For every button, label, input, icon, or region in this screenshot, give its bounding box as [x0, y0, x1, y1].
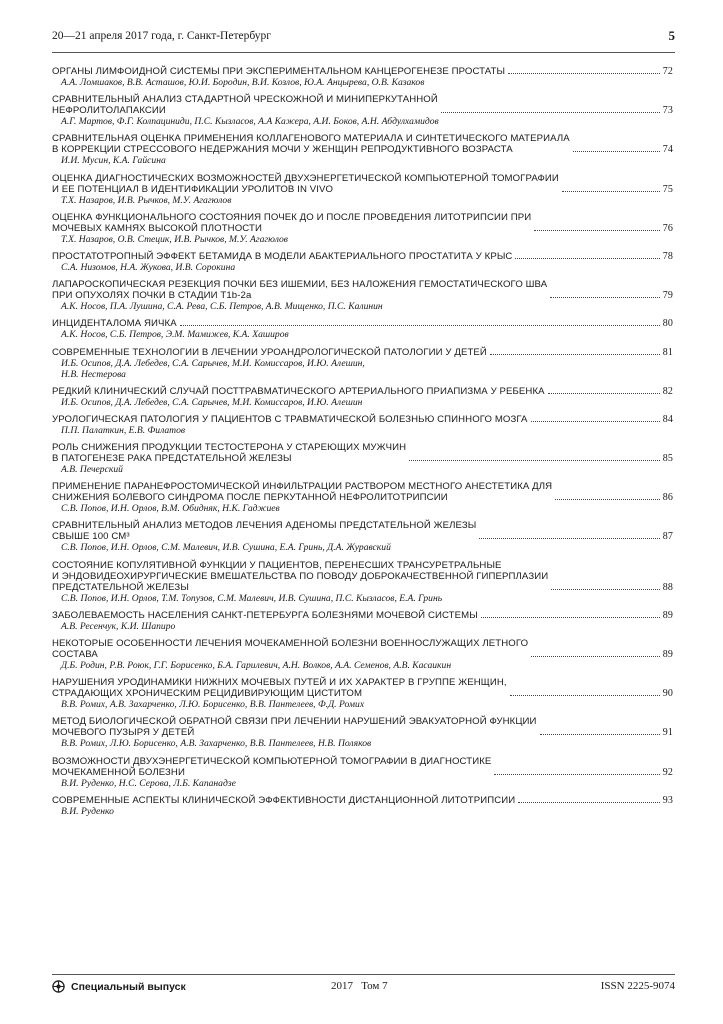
- toc-entry-title-line: [52, 756, 673, 778]
- article-page-number: 78: [662, 250, 673, 262]
- article-title: РЕДКИЙ КЛИНИЧЕСКИЙ СЛУЧАЙ ПОСТТРАВМАТИЧЕСКОГО АРТЕРИАЛЬНОГО ПРИАПИЗМА У РЕБЕНКА: [52, 385, 545, 397]
- article-title: ОЦЕНКА ФУНКЦИОНАЛЬНОГО СОСТОЯНИЯ ПОЧЕК ДО И ПОСЛЕ ПРОВЕДЕНИЯ ЛИТОТРИПСИИ ПРИ МОЧЕВЫХ КАМНЯХ ВЫСОКОЙ ПЛОТНОСТИ: [52, 211, 532, 234]
- article-title: ПРИМЕНЕНИЕ ПАРАНЕФРОСТОМИЧЕСКОЙ ИНФИЛЬТРАЦИИ РАСТВОРОМ МЕСТНОГО АНЕСТЕТИКА ДЛЯ СНИЖЕНИЯ БОЛЕВОГО СИНДРОМА ПОСЛЕ ПЕРКУТАННОЙ НЕФРОЛИТОТРИПСИИ: [52, 481, 553, 504]
- dot-leader: [562, 191, 660, 192]
- dot-leader: [441, 112, 660, 113]
- article-authors: С.В. Попов, И.Н. Орлов, Т.М. Топузов, С.М. Малевич, И.В. Сушина, П.С. Кызласов, Е.А. Гринь: [61, 592, 443, 604]
- toc-entry[interactable]: [52, 481, 673, 514]
- toc-entry[interactable]: [52, 386, 673, 408]
- article-authors: А.К. Носов, П.А. Лушина, С.А. Рева, С.Б. Петров, А.В. Мищенко, П.С. Калинин: [61, 301, 383, 313]
- toc-entry[interactable]: [52, 677, 673, 710]
- article-authors: П.П. Палаткин, Е.В. Филатов: [61, 424, 186, 436]
- toc-entry-title-line: [52, 414, 673, 425]
- dot-leader: [508, 73, 660, 74]
- toc-entry-title-line: [52, 173, 673, 195]
- article-authors: В.И. Руденко: [61, 805, 114, 817]
- article-authors: В.В. Ромих, Л.Ю. Борисенко, А.В. Захарченко, В.В. Пантелеев, Н.В. Поляков: [61, 738, 372, 750]
- toc-entry-title-line: [52, 795, 673, 806]
- article-page-number: 92: [662, 766, 673, 778]
- article-page-number: 87: [662, 531, 673, 543]
- dot-leader: [540, 734, 660, 735]
- toc-entry[interactable]: [52, 560, 673, 604]
- journal-logo-icon: [52, 980, 65, 993]
- issn: ISSN 2225-9074: [600, 980, 675, 992]
- toc-entry[interactable]: [52, 318, 673, 340]
- article-authors: А.К. Носов, С.Б. Петров, Э.М. Мамижев, К.А. Хаширов: [61, 329, 289, 341]
- article-authors: В.В. Ромих, А.В. Захарченко, Л.Ю. Борисенко, В.В. Пантелеев, Ф.Д. Ромих: [61, 699, 365, 711]
- toc-entry-title-line: [52, 386, 673, 397]
- article-authors: С.А. Низомов, Н.А. Жукова, И.В. Сорокина: [61, 261, 236, 273]
- article-title: ОРГАНЫ ЛИМФОИДНОЙ СИСТЕМЫ ПРИ ЭКСПЕРИМЕНТАЛЬНОМ КАНЦЕРОГЕНЕЗЕ ПРОСТАТЫ: [52, 66, 506, 77]
- toc-entry[interactable]: [52, 347, 673, 380]
- article-authors: И.Б. Осипов, Д.А. Лебедев, С.А. Сарычев, М.И. Комиссаров, И.Ю. Алешин: [61, 396, 363, 408]
- issue-label: Специальный выпуск: [71, 980, 186, 993]
- article-title: СРАВНИТЕЛЬНЫЙ АНАЛИЗ СТАДАРТНОЙ ЧРЕСКОЖНОЙ И МИНИПЕРКУТАННОЙ НЕФРОЛИТОЛАПАКСИИ: [52, 94, 438, 117]
- running-footer: [52, 974, 675, 997]
- article-authors: А.А. Ломшаков, В.В. Асташов, Ю.И. Бородин, В.И. Козлов, Ю.А. Анцырева, О.В. Казаков: [61, 77, 425, 88]
- toc-entry[interactable]: [52, 520, 673, 553]
- article-authors: С.В. Попов, И.Н. Орлов, С.М. Малевич, И.В. Сушина, Е.А. Гринь, Д.А. Журавский: [61, 542, 391, 554]
- issue-label-group: [52, 980, 186, 993]
- toc-entry-title-line: [52, 347, 673, 358]
- article-page-number: 90: [662, 688, 673, 700]
- article-page-number: 89: [662, 649, 673, 660]
- toc-entry[interactable]: [52, 173, 673, 206]
- dot-leader: [531, 656, 660, 657]
- article-title: ЛАПАРОСКОПИЧЕСКАЯ РЕЗЕКЦИЯ ПОЧКИ БЕЗ ИШЕМИИ, БЕЗ НАЛОЖЕНИЯ ГЕМОСТАТИЧЕСКОГО ШВА ПРИ ОПУХОЛЯХ ПОЧКИ В СТАДИИ Т1b-2a: [52, 279, 548, 302]
- toc-entry[interactable]: [52, 610, 673, 632]
- toc-entry[interactable]: [52, 133, 673, 166]
- dot-leader: [573, 151, 660, 152]
- dot-leader: [548, 393, 660, 394]
- article-title: ПРОСТАТОТРОПНЫЙ ЭФФЕКТ БЕТАМИДА В МОДЕЛИ АБАКТЕРИАЛЬНОГО ПРОСТАТИТА У КРЫС: [52, 250, 513, 262]
- article-page-number: 86: [662, 492, 673, 504]
- year: 2017: [331, 980, 353, 992]
- article-authors: Д.Б. Родин, Р.В. Роюк, Г.Г. Борисенко, Б.А. Гарилевич, А.Н. Волков, А.А. Семенов, А.В. Касаикин: [61, 660, 452, 671]
- toc-entry-title-line: [52, 212, 673, 234]
- article-page-number: 82: [662, 385, 673, 397]
- toc-entry-title-line: [52, 610, 673, 621]
- article-page-number: 75: [662, 183, 673, 195]
- article-page-number: 85: [662, 453, 673, 465]
- article-page-number: 76: [662, 222, 673, 234]
- page-number: 5: [668, 28, 675, 43]
- toc-entry-title-line: [52, 481, 673, 503]
- article-title: СОВРЕМЕННЫЕ АСПЕКТЫ КЛИНИЧЕСКОЙ ЭФФЕКТИВНОСТИ ДИСТАНЦИОННОЙ ЛИТОТРИПСИИ: [52, 794, 516, 806]
- article-page-number: 81: [662, 346, 673, 358]
- toc-entry-title-line: [52, 251, 673, 262]
- article-authors: И.Б. Осипов, Д.А. Лебедев, С.А. Сарычев, М.И. Комиссаров, И.Ю. Алешин, Н.В. Нестерова: [61, 357, 365, 380]
- toc-entry[interactable]: [52, 716, 673, 749]
- article-authors: А.Г. Мартов, Ф.Г. Колпациниди, П.С. Кызласов, А.А Кажера, А.И. Боков, А.Н. Абдулхамидов: [61, 116, 439, 128]
- dot-leader: [490, 354, 660, 355]
- toc-entry-title-line: [52, 520, 673, 542]
- article-authors: Т.Х. Назаров, И.В. Рычков, М.У. Агагюлов: [61, 194, 232, 206]
- dot-leader: [515, 258, 659, 259]
- article-title: УРОЛОГИЧЕСКАЯ ПАТОЛОГИЯ У ПАЦИЕНТОВ С ТРАВМАТИЧЕСКОЙ БОЛЕЗНЬЮ СПИННОГО МОЗГА: [52, 413, 528, 425]
- article-title: СОВРЕМЕННЫЕ ТЕХНОЛОГИИ В ЛЕЧЕНИИ УРОАНДРОЛОГИЧЕСКОЙ ПАТОЛОГИИ У ДЕТЕЙ: [52, 346, 487, 358]
- article-title: НАРУШЕНИЯ УРОДИНАМИКИ НИЖНИХ МОЧЕВЫХ ПУТЕЙ И ИХ ХАРАКТЕР В ГРУППЕ ЖЕНЩИН, СТРАДАЮЩИХ ХРОНИЧЕСКИМ РЕЦИДИВИРУЮЩИМ ЦИСТИТОМ: [52, 677, 507, 700]
- toc-entry[interactable]: [52, 414, 673, 436]
- article-page-number: 89: [662, 609, 673, 621]
- toc-entry[interactable]: [52, 251, 673, 273]
- article-page-number: 79: [662, 290, 673, 302]
- dot-leader: [550, 297, 660, 298]
- article-title: МЕТОД БИОЛОГИЧЕСКОЙ ОБРАТНОЙ СВЯЗИ ПРИ ЛЕЧЕНИИ НАРУШЕНИЙ ЭВАКУАТОРНОЙ ФУНКЦИИ МОЧЕВОГО ПУЗЫРЯ У ДЕТЕЙ: [52, 716, 537, 739]
- article-authors: Т.Х. Назаров, О.В. Стецик, И.В. Рычков, М.У. Агагюлов: [61, 233, 288, 245]
- toc-entry-title-line: [52, 442, 673, 464]
- toc-entry-title-line: [52, 677, 673, 699]
- article-page-number: 88: [662, 581, 673, 593]
- toc-entry[interactable]: [52, 795, 673, 817]
- article-page-number: 84: [662, 413, 673, 425]
- article-title: ВОЗМОЖНОСТИ ДВУХЭНЕРГЕТИЧЕСКОЙ КОМПЬЮТЕРНОЙ ТОМОГРАФИИ В ДИАГНОСТИКЕ МОЧЕКАМЕННОЙ БОЛЕЗНИ: [52, 755, 492, 778]
- article-page-number: 93: [662, 794, 673, 806]
- article-page-number: 91: [662, 727, 673, 739]
- article-title: НЕКОТОРЫЕ ОСОБЕННОСТИ ЛЕЧЕНИЯ МОЧЕКАМЕННОЙ БОЛЕЗНИ ВОЕННОСЛУЖАЩИХ ЛЕТНОГО СОСТАВА: [52, 638, 529, 660]
- toc-entry-title-line: [52, 94, 673, 116]
- toc-entry[interactable]: [52, 279, 673, 312]
- toc-entry[interactable]: [52, 212, 673, 245]
- dot-leader: [534, 230, 660, 231]
- toc-entry[interactable]: [52, 94, 673, 127]
- article-title: ИНЦИДЕНТАЛОМА ЯИЧКА: [52, 318, 177, 330]
- article-authors: А.В. Ресенчук, К.И. Шапиро: [61, 620, 176, 632]
- article-title: СРАВНИТЕЛЬНАЯ ОЦЕНКА ПРИМЕНЕНИЯ КОЛЛАГЕНОВОГО МАТЕРИАЛА И СИНТЕТИЧЕСКОГО МАТЕРИАЛА В КОРРЕКЦИИ СТРЕССОВОГО НЕДЕРЖАНИЯ МОЧИ У ЖЕНЩИН РЕПРОДУКТИВНОГО ВОЗРАСТА: [52, 133, 570, 156]
- article-page-number: 72: [662, 66, 673, 77]
- article-page-number: 74: [662, 144, 673, 156]
- dot-leader: [551, 589, 660, 590]
- article-authors: В.И. Руденко, Н.С. Серова, Л.Б. Капанадзе: [61, 777, 236, 789]
- toc-entry[interactable]: [52, 442, 673, 475]
- article-title: ЗАБОЛЕВАЕМОСТЬ НАСЕЛЕНИЯ САНКТ-ПЕТЕРБУРГА БОЛЕЗНЯМИ МОЧЕВОЙ СИСТЕМЫ: [52, 609, 478, 621]
- toc-entry[interactable]: [52, 638, 673, 671]
- dot-leader: [531, 421, 660, 422]
- article-title: РОЛЬ СНИЖЕНИЯ ПРОДУКЦИИ ТЕСТОСТЕРОНА У СТАРЕЮЩИХ МУЖЧИН В ПАТОГЕНЕЗЕ РАКА ПРЕДСТАТЕЛЬНОЙ ЖЕЛЕЗЫ: [52, 442, 407, 465]
- toc-entry-title-line: [52, 560, 673, 593]
- table-of-contents: [52, 66, 673, 823]
- toc-entry-title-line: [52, 716, 673, 738]
- article-authors: И.И. Мусин, К.А. Гайсина: [61, 155, 166, 167]
- dot-leader: [409, 460, 660, 461]
- dot-leader: [481, 617, 660, 618]
- article-page-number: 80: [662, 318, 673, 330]
- toc-entry-title-line: [52, 638, 673, 660]
- toc-entry-title-line: [52, 66, 673, 77]
- toc-entry[interactable]: [52, 66, 673, 88]
- article-authors: А.В. Печерский: [61, 464, 123, 476]
- article-title: СОСТОЯНИЕ КОПУЛЯТИВНОЙ ФУНКЦИИ У ПАЦИЕНТОВ, ПЕРЕНЕСШИХ ТРАНСУРЕТРАЛЬНЫЕ И ЭНДОВИДЕОХИРУРГИЧЕСКИЕ ВМЕШАТЕЛЬСТВА ПО ПОВОДУ ДОБРОКАЧЕСТВЕННОЙ ГИПЕРПЛАЗИИ ПРЕДСТАТЕЛЬНОЙ ЖЕЛЕЗЫ: [52, 559, 549, 593]
- volume: Том 7: [361, 980, 388, 992]
- dot-leader: [479, 538, 659, 539]
- dot-leader: [180, 325, 660, 326]
- dot-leader: [555, 499, 660, 500]
- article-title: СРАВНИТЕЛЬНЫЙ АНАЛИЗ МЕТОДОВ ЛЕЧЕНИЯ АДЕНОМЫ ПРЕДСТАТЕЛЬНОЙ ЖЕЛЕЗЫ СВЫШЕ 100 СМ³: [52, 520, 477, 543]
- running-header: [52, 28, 675, 53]
- dot-leader: [510, 695, 660, 696]
- toc-entry-title-line: [52, 279, 673, 301]
- toc-entry-title-line: [52, 133, 673, 155]
- article-page-number: 73: [662, 105, 673, 117]
- event-dates-location: 20—21 апреля 2017 года, г. Санкт-Петербург: [52, 30, 271, 42]
- dot-leader: [518, 802, 660, 803]
- dot-leader: [494, 774, 659, 775]
- year-volume: [331, 980, 388, 992]
- toc-entry-title-line: [52, 318, 673, 329]
- article-authors: С.В. Попов, И.Н. Орлов, В.М. Обидняк, Н.К. Гаджиев: [61, 503, 280, 515]
- toc-entry[interactable]: [52, 756, 673, 789]
- article-title: ОЦЕНКА ДИАГНОСТИЧЕСКИХ ВОЗМОЖНОСТЕЙ ДВУХЭНЕРГЕТИЧЕСКОЙ КОМПЬЮТЕРНОЙ ТОМОГРАФИИ И ЕЕ ПОТЕНЦИАЛ В ИДЕНТИФИКАЦИИ УРОЛИТОВ IN VIVO: [52, 172, 559, 195]
